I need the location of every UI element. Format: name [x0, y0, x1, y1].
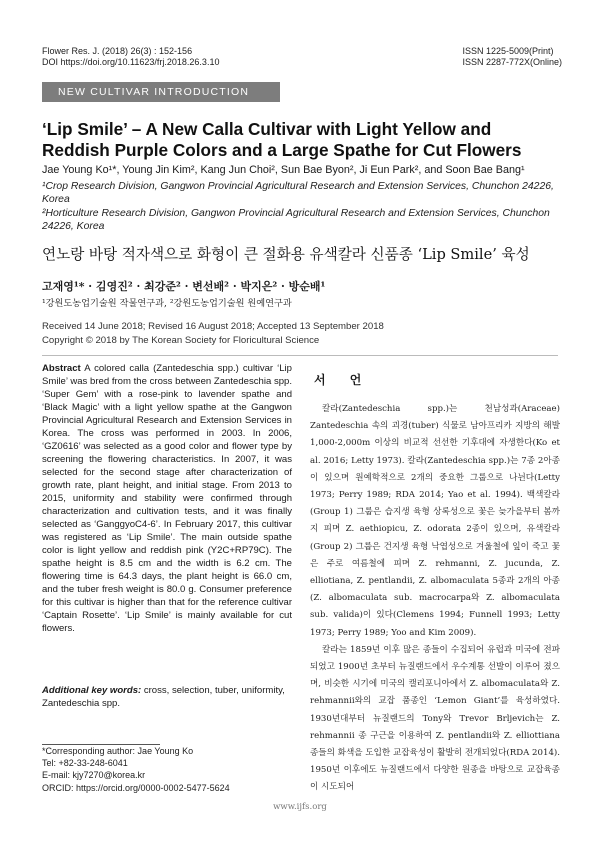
author-list: Jae Young Ko¹*, Young Jin Kim², Kang Jun Choi², Sun Bae Byon², Ji Eun Park², and Soon Bae Bang¹ [42, 164, 525, 176]
article-dates: Received 14 June 2018; Revised 16 August 2018; Accepted 13 September 2018 [42, 321, 384, 332]
copyright-notice: Copyright © 2018 by The Korean Society for Floricultural Science [42, 335, 320, 346]
section-heading-introduction: 서 언 [314, 373, 372, 387]
article-title: ‘Lip Smile’ – A New Calla Cultivar with Light Yellow and Reddish Purple Colors and a Large Spathe for Cut Flowers [42, 119, 522, 160]
abstract-label: Abstract [42, 363, 81, 374]
keywords [42, 684, 292, 710]
journal-citation: Flower Res. J. (2018) 26(3) : 152-156 [42, 46, 193, 56]
author-orcid[interactable]: ORCID: https://orcid.org/0000-0002-5477-5624 [42, 782, 230, 793]
korean-title: 연노랑 바탕 적자색으로 화형이 큰 절화용 유색칼라 신품종 ‘Lip Smile’ 육성 [42, 246, 530, 263]
affiliation-1: ¹Crop Research Division, Gangwon Provincial Agricultural Research and Extension Services, Chunchon 24226, Korea [42, 181, 554, 205]
article-type-banner: NEW CULTIVAR INTRODUCTION [42, 82, 280, 102]
journal-website[interactable]: www.ijfs.org [273, 802, 327, 812]
author-tel: Tel: +82-33-248-6041 [42, 758, 128, 769]
korean-affiliations: ¹강원도농업기술원 작물연구과, ²강원도농업기술원 원예연구과 [42, 298, 292, 309]
introduction-body [310, 401, 560, 797]
body-paragraph: 칼라(Zantedeschia spp.)는 천남성과(Araceae) Zantedeschia 속의 괴경(tuber) 식물로 남아프리카 지방의 해발 1,000-2,000m 이상의 비교적 선선한 기후대에 자생한다(Ko et al. 2016; Letty 1973). 칼라(Zantedeschia spp.)는 7종 2아종이 있으며 원예학적으로 2개의 중요한 그룹으로 나뉜다(Letty 1973; Perry 1989; RDA 2014; Yao et al. 1994). 백색칼라(Group 1) 그룹은 습지생 육형 상록성으로 꽃은 늦가을부터 봄까지 피며 Z. aethiopicu, Z. odorata 2종이 있으며, 유색칼라(Group 2) 그룹은 건지생 육형 낙엽성으로 겨울철에 잎이 죽고 꽃은 주로 여름철에 피며 Z. rehmanni, Z. jucunda, Z. elliotiana, Z. pentlandii, Z. albomaculata 5종과 2개의 아종(Z. albomaculata sub. macrocarpa와 Z. albomaculata sub. valida)이 있다(Clemens 1994; Funnell 1993; Letty 1973; Perry 1989; Yoo and Kim 2009). [310, 404, 560, 638]
body-paragraph: 칼라는 1859년 이후 많은 종들이 수집되어 유럽과 미국에 전파되었고 1900년 초부터 뉴질랜드에서 우수계통 선발이 이루어 졌으며, 비슷한 시기에 미국의 캘리포니아에서 Z. albomaculata와 Z. rehmannii와의 교잡 품종인 ‘Lemon Giant’를 육성하였다. 1930년대부터 뉴질랜드의 Tony와 Trevor Brljevich는 Z. rehmannii 종 구근을 이용하여 Z. pentlandii와 Z. elliottiana 종들의 화색을 도입한 교잡육성이 활발히 전개되었다(RDA 2014). 1950년 이후에도 뉴질랜드에서 다양한 원종을 바탕으로 교잡육종이 시도되어 [310, 644, 560, 793]
issn-block [462, 46, 562, 68]
doi-link[interactable]: DOI https://doi.org/10.11623/frj.2018.26.3.10 [42, 57, 220, 67]
abstract [42, 362, 292, 635]
affiliation-2: ²Horticulture Research Division, Gangwon Provincial Agricultural Research and Extension Services, Chunchon 24226, Korea [42, 208, 550, 232]
keywords-text: cross, selection, tuber, uniformity, Zantedeschia spp. [42, 685, 285, 709]
author-email[interactable]: E-mail: kjy7270@korea.kr [42, 770, 146, 781]
corresponding-author-footnote [42, 745, 292, 794]
korean-author-list: 고재영¹* · 김영진² · 최강준² · 변선배² · 박지은² · 방순배¹ [42, 280, 326, 293]
abstract-text: A colored calla (Zantedeschia spp.) cultivar ‘Lip Smile’ was bred from the cross between Zantedeschia spp. ‘Super Gem’ with a rose-pink to lavender spathe and ‘Black Magic’ with a light yellow spathe at the Gangwon Provincial Agricultural Research and Extension Services in Korea. The cross was performed in 2003. In 2006, ‘GZ0616’ was selected as a good color and flower type by screening the flowering characteristics. In 2007, it was selected for the second stage after characterization of growth rate, plant height, and initial stage. From 2013 to 2015, uniformity and stability were confirmed through characterization and cultivation tests, and it was finally selected as ‘GanggyoC4-6’. In February 2017, this cultivar was registered as ‘Lip Smile’. The main outside spathe color is light yellow and reddish pink (Y2C+RP79C). The spathe height is 8.5 cm and the width is 6.2 cm. The flowering time is 64.3 days, the plant height is 66.0 cm, and the tuber fresh weight is 80.0 g. Consumer preference for this cultivar is higher than that for the reference cultivar ‘Captain Rosette’. ‘Lip Smile’ is mainly available for cut flowers. [42, 363, 292, 634]
issn-online: ISSN 2287-772X(Online) [462, 57, 562, 67]
journal-header [42, 46, 219, 68]
corresponding-author: *Corresponding author: Jae Young Ko [42, 746, 194, 756]
keywords-label: Additional key words: [42, 685, 142, 696]
issn-print: ISSN 1225-5009(Print) [462, 46, 554, 56]
header-divider [42, 355, 558, 356]
